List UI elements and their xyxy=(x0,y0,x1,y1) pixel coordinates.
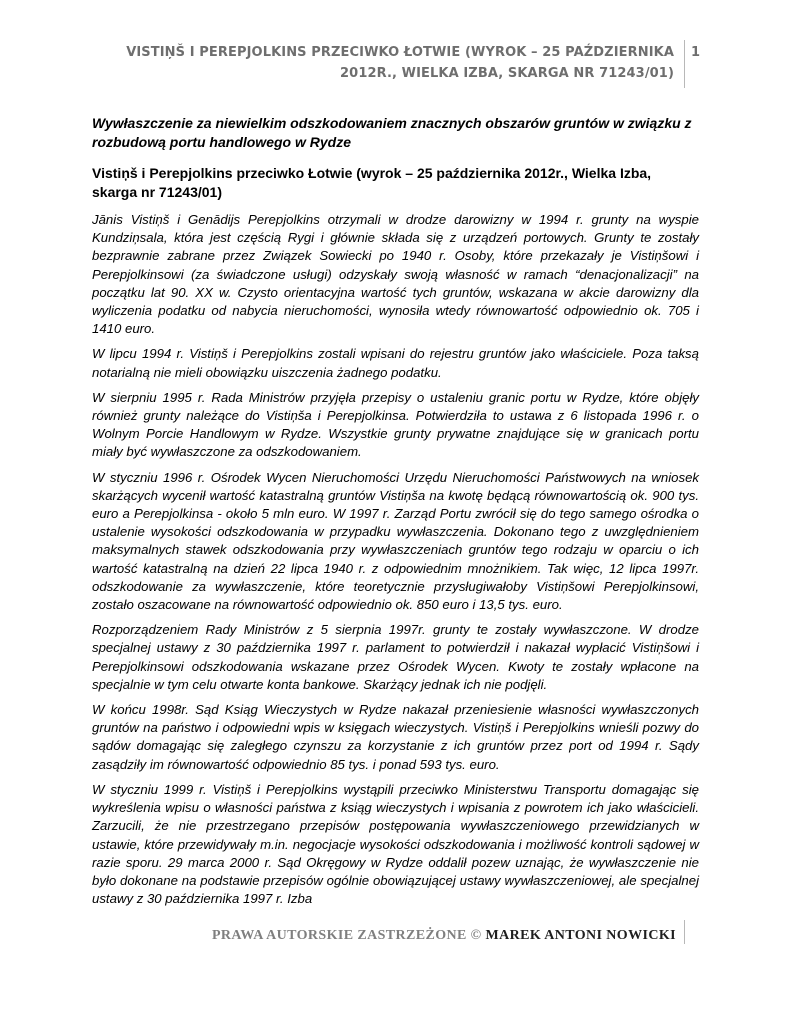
case-heading: Vistiņš i Perepjolkins przeciwko Łotwie (wyrok – 25 października 2012r., Wielka Izba, skarga nr 71243/01) xyxy=(92,165,652,200)
copyright-notice: PRAWA AUTORSKIE ZASTRZEŻONE © xyxy=(211,928,482,943)
document-body xyxy=(92,114,699,915)
paragraph: W lipcu 1994 r. Vistiņš i Perepjolkins zostali wpisani do rejestru gruntów jako właściciele. Poza taksą notarialną nie mieli obowiązku uiszczenia żadnego podatku. xyxy=(92,346,699,380)
paragraph: Rozporządzeniem Rady Ministrów z 5 sierpnia 1997r. grunty te zostały wywłaszczone. W drodze specjalnej ustawy z 30 października 1997 r. parlament to potwierdził i nakazał wypłacić Vistiņšowi i Perepjolkinsowi odszkodowania wskazane przez Ośrodek Wycen. Kwoty te zostały wpłacone na specjalnie w tym celu otwarte konta bankowe. Skarżący jednak ich nie podjęli. xyxy=(92,622,699,692)
paragraph: Jānis Vistiņš i Genādijs Perepjolkins otrzymali w drodze darowizny w 1994 r. grunty na wyspie Kundziņsala, która jest częścią Rygi i głównie składa się z urządzeń portowych. Grunty te zostały bezprawnie zabrane przez Związek Sowiecki po 1940 r. Osoby, które przekazały je Vistiņšowi i Perepjolkinsowi (za świadczone usługi) odzyskały swoją własność w ramach “denacjonalizacji” na początku lat 90. XX w. Czysto orientacyjna wartość tych gruntów, wskazana w akcie darowizny dla wyliczenia podatku od nabycia nieruchomości, wynosiła wtedy równowartość odpowiednio ok. 705 i 1410 euro. xyxy=(92,212,699,337)
paragraph: W styczniu 1999 r. Vistiņš i Perepjolkins wystąpili przeciwko Ministerstwu Transportu domagając się wykreślenia wpisu o własności państwa z ksiąg wieczystych i wpisania z powrotem ich jako właścicieli. Zarzucili, że nie przestrzegano przepisów postępowania wywłaszczeniowego przewidzianych w ustawie, które przewidywały m.in. negocjacje wysokości odszkodowania i możliwość kontroli sądowej w razie sporu. 29 marca 2000 r. Sąd Okręgowy w Rydze oddalił pozew uznając, że wywłaszczenie nie było dokonane na podstawie przepisów ogólnie obowiązującej ustawy wywłaszczeniowej, ale specjalnej ustawy z 30 października 1997 r. Izba xyxy=(92,781,699,907)
running-header: VISTIŅŠ I PEREPJOLKINS PRZECIWKO ŁOTWIE (WYROK – 25 PAŹDZIERNIKA 2012R., WIELKA IZBA, SKARGA NR 71243/01) xyxy=(126,45,674,81)
author-name: MAREK ANTONI NOWICKI xyxy=(485,928,676,943)
copyright-footer xyxy=(190,926,676,946)
paragraph: W sierpniu 1995 r. Rada Ministrów przyjęła przepisy o ustaleniu granic portu w Rydze, które objęły również grunty należące do Vistiņša i Perepjolkinsa. Potwierdziła to ustawa z 6 listopada 1996 r. o Wolnym Porcie Handlowym w Rydze. Wszystkie grunty prywatne znajdujące się w granicach portu miały być wywłaszczone za odszkodowaniem. xyxy=(92,389,699,460)
paragraph: W końcu 1998r. Sąd Ksiąg Wieczystych w Rydze nakazał przeniesienie własności wywłaszczonych gruntów na państwo i odpowiedni wpis w księgach wieczystych. Vistiņš i Perepjolkins wnieśli pozwy do sądów domagając się zaległego czynszu za korzystanie z ich gruntów przez port od 1994 r. Sądy zasądziły im równowartość odpowiednio 85 tys. i ponad 593 tys. euro. xyxy=(92,702,699,772)
paragraph: W styczniu 1996 r. Ośrodek Wycen Nieruchomości Urzędu Nieruchomości Państwowych na wniosek skarżących wycenił wartość katastralną gruntów Vistiņša na kwotę będącą równowartością ok. 900 tys. euro a Perepjolkinsa - około 5 mln euro. W 1997 r. Zarząd Portu zwrócił się do tego samego ośrodka o ustalenie wysokości odszkodowania w przypadku wywłaszczenia. Dokonano tego z uwzględnieniem maksymalnych stawek odszkodowania przy wywłaszczeniach gruntów tego rodzaju w oparciu o ich wartość katastralną na dzień 22 lipca 1940 r. z odpowiednim mnożnikiem. Tak więc, 12 lipca 1997r. odszkodowanie za wywłaszczenie, które teoretycznie przysługiwałoby Vistiņšowi Perepjolkinsowi, zostało oszacowane na równowartość odpowiednio ok. 850 euro i 13,5 tys. euro. xyxy=(92,469,699,613)
page-number: 1 xyxy=(691,45,701,60)
footer-divider xyxy=(684,920,685,944)
header-divider xyxy=(684,40,685,88)
document-title: Wywłaszczenie za niewielkim odszkodowaniem znacznych obszarów gruntów w związku z rozbudową portu handlowego w Rydze xyxy=(92,115,692,150)
